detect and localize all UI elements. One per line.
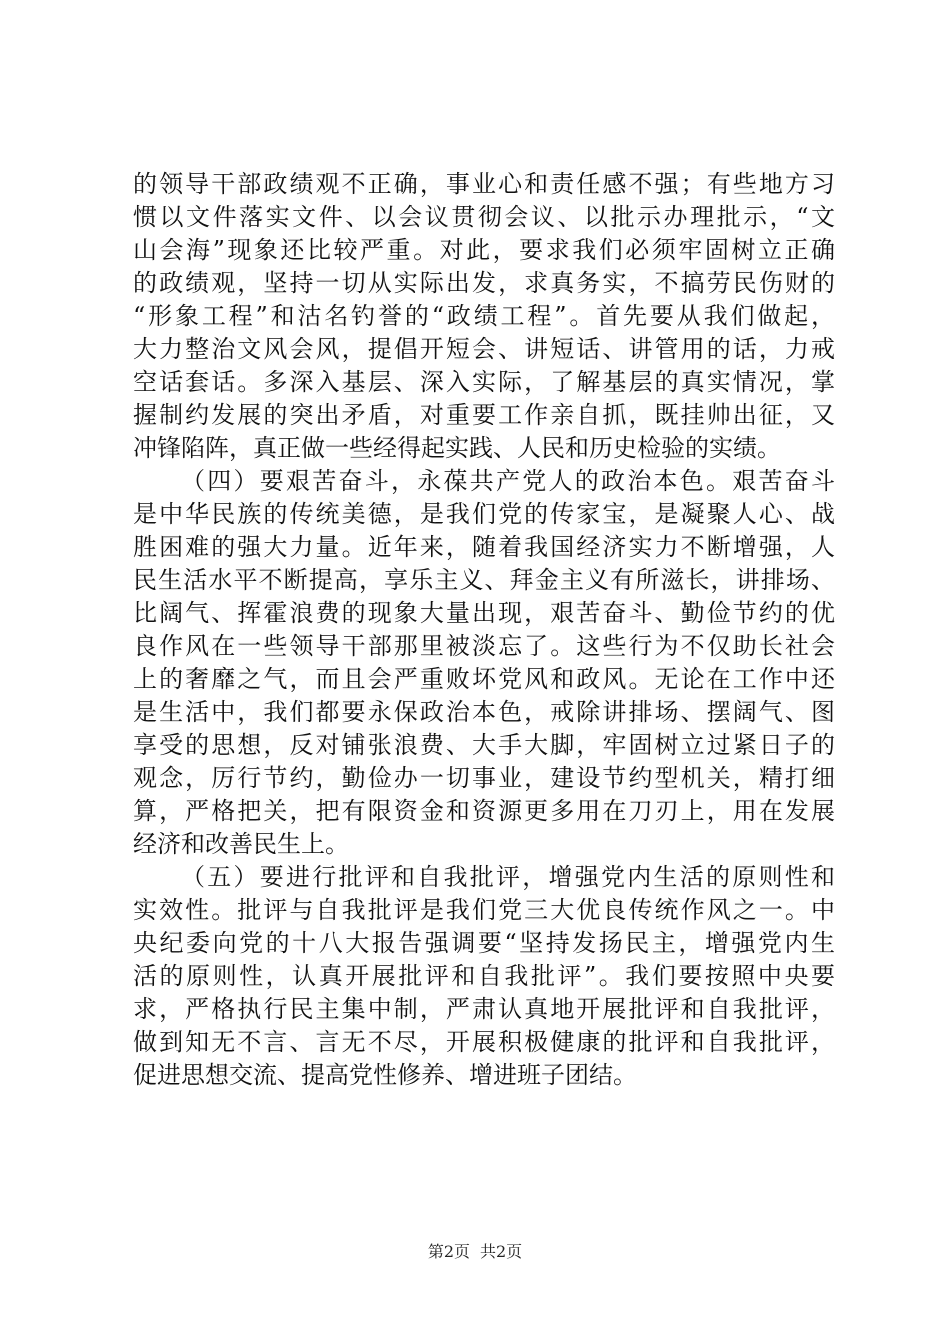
text-line: 央纪委向党的十八大报告强调要“坚持发扬民主，增强党内生 [133,929,835,957]
text-line: 民生活水平不断提高，享乐主义、拜金主义有所滋长，讲排场、 [133,566,835,594]
text-line: 的领导干部政绩观不正确，事业心和责任感不强；有些地方习 [133,170,835,198]
text-line: 山会海”现象还比较严重。对此，要求我们必须牢固树立正确 [133,236,835,264]
text-line: 享受的思想，反对铺张浪费、大手大脚，牢固树立过紧日子的 [133,731,835,759]
paragraph [133,168,835,465]
text-line: 经济和改善民生上。 [133,830,349,858]
text-line: “形象工程”和沽名钓誉的“政绩工程”。首先要从我们做起， [133,302,835,330]
text-line: （五）要进行批评和自我批评，增强党内生活的原则性和 [181,863,835,891]
page-footer [0,1242,950,1262]
text-line: 握制约发展的突出矛盾，对重要工作亲自抓，既挂帅出征，又 [133,401,835,429]
page-number: 第2页 [427,1242,470,1261]
page-total: 共2页 [480,1242,523,1261]
text-line: 促进思想交流、提高党性修养、增进班子团结。 [133,1061,637,1089]
text-line: 活的原则性，认真开展批评和自我批评”。我们要按照中央要 [133,962,835,990]
body-text [133,168,835,1092]
text-line: （四）要艰苦奋斗，永葆共产党人的政治本色。艰苦奋斗 [181,467,835,495]
text-line: 的政绩观，坚持一切从实际出发，求真务实，不搞劳民伤财的 [133,269,835,297]
text-line: 观念，厉行节约，勤俭办一切事业，建设节约型机关，精打细 [133,764,835,792]
text-line: 是中华民族的传统美德，是我们党的传家宝，是凝聚人心、战 [133,500,835,528]
text-line: 做到知无不言、言无不尽，开展积极健康的批评和自我批评， [133,1028,835,1056]
text-line: 大力整治文风会风，提倡开短会、讲短话、讲管用的话，力戒 [133,335,835,363]
text-line: 比阔气、挥霍浪费的现象大量出现，艰苦奋斗、勤俭节约的优 [133,599,835,627]
paragraph [133,861,835,1092]
text-line: 求，严格执行民主集中制，严肃认真地开展批评和自我批评， [133,995,835,1023]
text-line: 实效性。批评与自我批评是我们党三大优良传统作风之一。中 [133,896,835,924]
text-line: 冲锋陷阵，真正做一些经得起实践、人民和历史检验的实绩。 [133,434,781,462]
text-line: 是生活中，我们都要永保政治本色，戒除讲排场、摆阔气、图 [133,698,835,726]
text-line: 胜困难的强大力量。近年来，随着我国经济实力不断增强，人 [133,533,835,561]
text-line: 算，严格把关，把有限资金和资源更多用在刀刃上，用在发展 [133,797,835,825]
paragraph [133,465,835,861]
text-line: 惯以文件落实文件、以会议贯彻会议、以批示办理批示，“文 [133,203,835,231]
text-line: 空话套话。多深入基层、深入实际，了解基层的真实情况，掌 [133,368,835,396]
text-line: 良作风在一些领导干部那里被淡忘了。这些行为不仅助长社会 [133,632,835,660]
text-line: 上的奢靡之气，而且会严重败坏党风和政风。无论在工作中还 [133,665,835,693]
